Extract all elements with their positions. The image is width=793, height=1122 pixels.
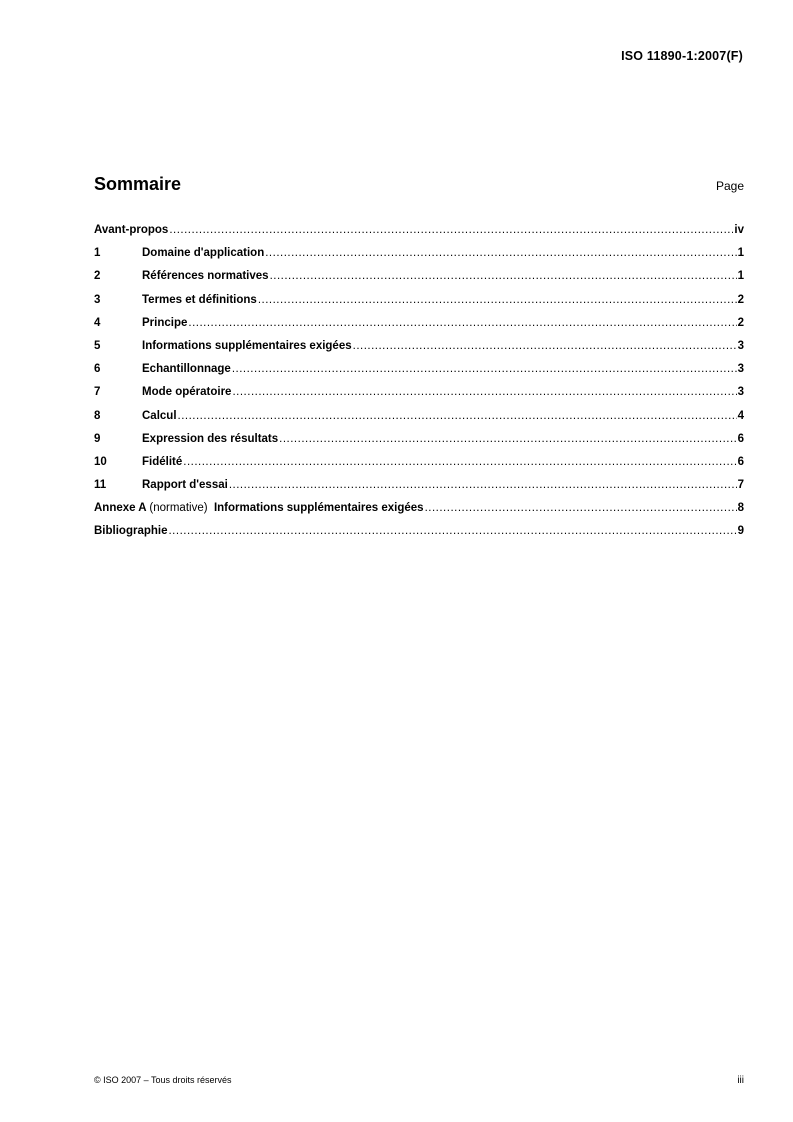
dot-leader	[169, 224, 733, 236]
toc-entry-number: 5	[94, 339, 101, 352]
toc-entry-number: 1	[94, 247, 101, 260]
toc-entry-number: 4	[94, 316, 101, 329]
dot-leader	[265, 247, 736, 259]
annex-prefix: Annexe A	[94, 502, 147, 515]
toc-entry-1[interactable]	[94, 247, 744, 270]
toc-page-column-label: Page	[715, 179, 744, 193]
toc-entry-10[interactable]	[94, 456, 744, 479]
toc-entry-page: 3	[737, 386, 744, 399]
toc-entry-bibliography[interactable]	[94, 525, 744, 548]
toc-entry-label: Informations supplémentaires exigées	[142, 339, 352, 352]
toc-entry-6[interactable]	[94, 363, 744, 386]
toc-entry-number: 7	[94, 386, 101, 399]
toc-heading	[94, 174, 744, 195]
toc-entry-annex-a[interactable]	[94, 502, 744, 525]
toc-entry-page: 3	[737, 339, 744, 352]
toc-entry-page: 1	[737, 270, 744, 283]
toc-entry-page: 8	[737, 502, 744, 515]
dot-leader	[183, 456, 736, 468]
page-number: iii	[737, 1075, 744, 1086]
toc-entry-number: 9	[94, 432, 101, 445]
toc-entry-number: 8	[94, 409, 101, 422]
toc-entry-page: 3	[737, 363, 744, 376]
page-footer	[94, 1075, 744, 1086]
toc-entry-4[interactable]	[94, 317, 744, 340]
toc-entry-8[interactable]	[94, 410, 744, 433]
toc-entry-number: 11	[94, 479, 107, 492]
toc-entry-label: Expression des résultats	[142, 432, 279, 445]
toc-entry-page: 7	[737, 479, 744, 492]
toc-entry-number: 6	[94, 363, 101, 376]
toc-entry-page: 9	[737, 525, 744, 538]
dot-leader	[232, 363, 737, 375]
dot-leader	[232, 386, 736, 398]
toc-entry-label: Échantillonnage	[142, 363, 231, 376]
toc-entry-label: Termes et définitions	[142, 293, 257, 306]
toc-annex-label	[94, 502, 424, 514]
toc-entry-9[interactable]	[94, 433, 744, 456]
toc-entry-page: 2	[737, 293, 744, 306]
toc-entry-label: Mode opératoire	[142, 386, 232, 399]
copyright-notice: © ISO 2007 – Tous droits réservés	[94, 1075, 232, 1085]
toc-entry-3[interactable]	[94, 294, 744, 317]
toc-entry-label: Avant-propos	[94, 224, 169, 236]
toc-entry-label: Domaine d'application	[142, 247, 265, 260]
toc-entry-page: 6	[737, 432, 744, 445]
toc-entry-page: 6	[737, 455, 744, 468]
dot-leader	[229, 479, 737, 491]
table-of-contents	[94, 224, 744, 549]
toc-title: Sommaire	[94, 174, 182, 194]
toc-entry-11[interactable]	[94, 479, 744, 502]
toc-entry-label: Références normatives	[142, 270, 269, 283]
dot-leader	[425, 502, 737, 514]
annex-title: Informations supplémentaires exigées	[213, 502, 424, 515]
toc-entry-number: 10	[94, 455, 107, 468]
toc-entry-page: 2	[737, 316, 744, 329]
toc-entry-page: 1	[737, 247, 744, 260]
toc-entry-number: 3	[94, 293, 101, 306]
dot-leader	[353, 340, 737, 352]
toc-entry-5[interactable]	[94, 340, 744, 363]
dot-leader	[178, 410, 737, 422]
dot-leader	[279, 433, 736, 445]
toc-entry-label: Fidélité	[142, 455, 183, 468]
toc-entry-2[interactable]	[94, 270, 744, 293]
toc-entry-7[interactable]	[94, 386, 744, 409]
annex-qualifier: (normative)	[149, 502, 208, 515]
dot-leader	[258, 294, 737, 306]
toc-entry-number: 2	[94, 270, 101, 283]
toc-entry-page: 4	[737, 409, 744, 422]
toc-entry-label: Calcul	[142, 409, 177, 422]
toc-entry-label: Principe	[142, 316, 188, 329]
document-reference: ISO 11890-1:2007(F)	[621, 49, 743, 63]
toc-entry-label: Rapport d'essai	[142, 479, 228, 492]
dot-leader	[188, 317, 736, 329]
dot-leader	[168, 525, 736, 537]
toc-entry-avant-propos[interactable]	[94, 224, 744, 247]
dot-leader	[270, 270, 737, 282]
toc-entry-page: iv	[734, 224, 744, 236]
toc-entry-label: Bibliographie	[94, 525, 168, 538]
